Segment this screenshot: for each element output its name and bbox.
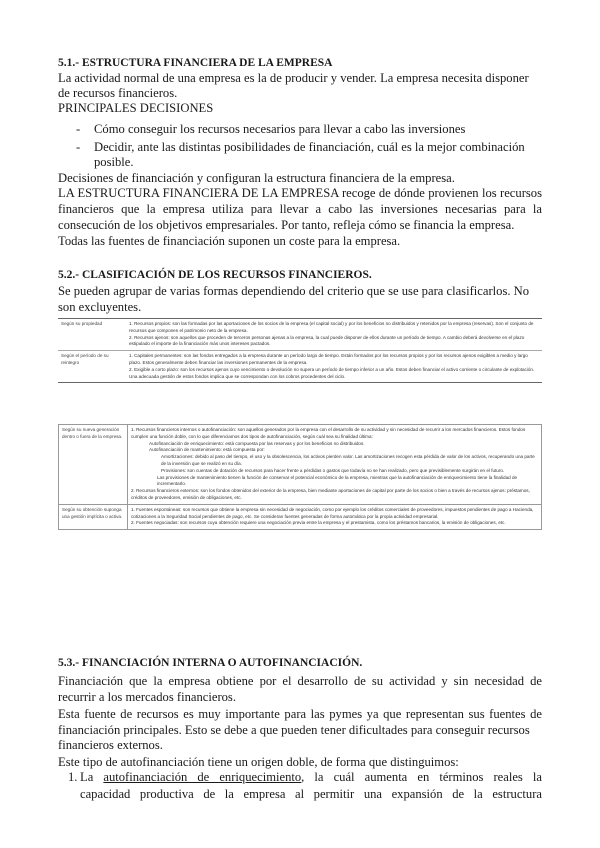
table-item: 2. Recursos financieros externos: son los fondos obtenidos del exterior de la empresa, bien mediante aportaciones de capital por parte de los socios o bien a través de recursos ajenos: préstamos, créditos de proveedores, emisión de obligaciones, etc. [131, 488, 530, 500]
s1-para-line: LA ESTRUCTURA FINANCIERA DE LA EMPRESA recoge de dónde provienen los recursos [58, 186, 542, 200]
bullet-text: Decidir, ante las distintas posibilidades de financiación, cuál es la mejor combinación [94, 140, 525, 154]
row-label: Según su propiedad [58, 319, 126, 351]
table-row [59, 504, 542, 529]
row-content [128, 504, 542, 529]
row-content [126, 319, 542, 351]
table-item: 1. Recursos financieros internos o autofinanciación: son aquellos generados por la empresa con el desarrollo de su actividad y sin necesidad de recurrir a los mercados financieros. Estos fondos cumplen una función doble, con lo que diferenciamos dos tipos de autofinanciación, según cuál sea su finalidad última: [131, 427, 526, 439]
classification-table-1 [58, 318, 542, 383]
table-row [58, 319, 542, 351]
table-row [59, 425, 542, 505]
bullet-text: posible. [94, 155, 134, 169]
row-content [128, 425, 542, 505]
list-number: 1. [68, 770, 78, 784]
row-label: Según el período de su reintegro [58, 351, 126, 383]
table-item: 1. Recursos propios: son las formadas por las aportaciones de los socios de la empresa (el capital social) y por los beneficios no distribuidos y retenidos por la empresa (reservas). Son el conjunto de recursos que componen el patrimonio neto de la empresa. [129, 321, 534, 333]
table-subitem: Las provisiones de mantenimiento tienen la función de conservar el potencial económico de la empresa, mientras que la autofinanciación de enriquecimiento tiene la finalidad de incrementarlo. [157, 474, 518, 487]
table-item: 1. Capitales permanentes: son las fondos entregados a la empresa durante un período largo de tiempo. Están formados por los recursos propios y por los recursos ajenos exigibles a medio y largo plazo. Estos generalmente deben financiar las inversiones permanentes de la empresa. [129, 353, 528, 365]
table-subitem: Autofinanciación de mantenimiento: está compuesta por: [149, 447, 265, 453]
s1-para-line: financieros que la empresa utiliza para llevar a cabo las inversiones necesarias para la [58, 202, 542, 216]
s1-para-line: Decisiones de financiación y configuran la estructura financiera de la empresa. [58, 171, 455, 185]
s1-para-line: Todas las fuentes de financiación suponen un coste para la empresa. [58, 234, 401, 248]
list-text: La autofinanciación de enriquecimiento, la cuál aumenta en términos reales la [80, 770, 542, 784]
s2-line-1: Se pueden agrupar de varias formas dependiendo del criterio que se use para clasificarlos. No [58, 284, 530, 298]
s3-line: Financiación que la empresa obtiene por el desarrollo de su actividad y sin necesidad de [58, 674, 542, 688]
s1-line-2: de recursos financieros. [58, 86, 178, 100]
classification-table-2 [58, 424, 542, 530]
s1-line-3: PRINCIPALES DECISIONES [58, 101, 214, 115]
table-row [58, 351, 542, 383]
underlined-term: autofinanciación de enriquecimiento [103, 770, 302, 784]
table-item: 2. Recursos ajenos: son aquellos que proceden de terceros personas ajenas a la empresa, la cual puede disponer de ellos durante un período de tiempo. A cambio deberá devolverse en el plazo estipulado el importe de la financiación más unos intereses pactados. [129, 334, 525, 347]
table-subitem: Autofinanciación de enriquecimiento: está compuesta por las reservas y por los beneficios no distribuidos. [149, 440, 365, 446]
table-subitem: Provisiones: son cuentas de dotación de recursos para hacer frente a pérdidas o gastos que todavía no se han realizado, pero que previsiblemente surgirán en el futuro. [161, 467, 505, 473]
table-item: 2. Exigible a corto plazo: son los recursos ajenos cuyo vencimiento o devolución no supera un período de tiempo inferior a un año. Estos deben financiar el activo corriente o circulante de explotación. Una adecuada gestión de estos fondos implica que se correspondan con los cobros procedentes del ciclo. [129, 366, 535, 379]
s3-line: Esta fuente de recursos es muy importante para las pymes ya que representan sus fuentes de [58, 707, 542, 721]
table-item: 2. Fuentes negociadas: son recursos cuya obtención requiere una negociación previa entre la empresa y el prestamista, como los préstamos bancarios, la emisión de obligaciones, etc. [131, 520, 506, 526]
table-subitem: Amortizaciones: debido al paso del tiempo, el uso y la obsolescencia, los activos pierden valor. Las amortizaciones recogen esta pérdida de valor de los activos, recuperando una parte de la inversión que se realizó en su día. [161, 454, 535, 466]
s1-para-line: consecución de los objetivos empresariales. Por tanto, refleja cómo se financia la empresa. [58, 218, 515, 232]
s3-line: financieros externos. [58, 738, 163, 752]
row-label: Según su obtención suponga una gestión implícita o activa. [59, 504, 128, 529]
table-item: 1. Fuentes espontáneas: son recursos que obtiene la empresa sin necesidad de negociación, como por ejemplo los créditos comerciales de proveedores, impuestos pendientes de pago a Hacienda, cotizaciones a la Seguridad Social pendientes de pago, etc. Se consideran fuentes generadas de forma automática por la propia actividad empresarial. [131, 506, 534, 519]
row-label: Según su nueva generación dentro o fuera de la empresa. [59, 425, 128, 505]
bullet-text: Cómo conseguir los recursos necesarios para llevar a cabo las inversiones [94, 122, 466, 136]
s3-line: Este tipo de autofinanciación tiene un origen doble, de forma que distinguimos: [58, 755, 459, 769]
row-content [126, 351, 542, 383]
s3-line: recurrir a los mercados financieros. [58, 690, 236, 704]
heading-5-2: 5.2.- CLASIFICACIÓN DE LOS RECURSOS FINANCIEROS. [58, 269, 372, 281]
list-text: capacidad productiva de la empresa al permitir una expansión de la estructura [80, 787, 542, 801]
s3-line: financiación principales. Esto se debe a que pueden tener dificultades para conseguir recursos [58, 723, 530, 737]
heading-5-3: 5.3.- FINANCIACIÓN INTERNA O AUTOFINANCIACIÓN. [58, 657, 363, 669]
heading-5-1: 5.1.- ESTRUCTURA FINANCIERA DE LA EMPRESA [58, 57, 333, 69]
s2-line-2: son excluyentes. [58, 300, 142, 314]
s1-line-1: La actividad normal de una empresa es la de producir y vender. La empresa necesita disponer [58, 71, 529, 85]
